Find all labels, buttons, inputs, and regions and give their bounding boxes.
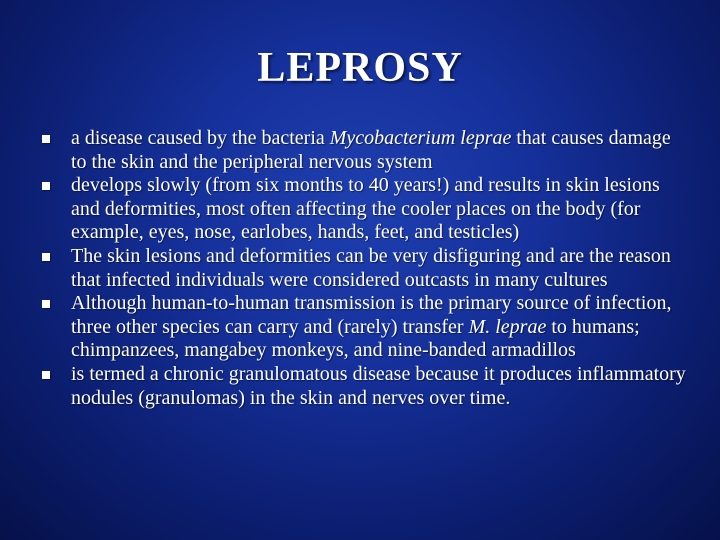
bullet-item [40, 174, 690, 245]
bullet-italic-term: M. leprae [468, 315, 547, 338]
bullet-text [71, 292, 671, 361]
bullet-text-segment: Although human-to-human transmission is the primary source of infection, three other species can carry and (rarely) transfer [71, 292, 672, 338]
bullet-text: The skin lesions and deformities can be very disfiguring and are the reason that infected individuals were considered outcasts in many cultures [71, 244, 671, 291]
bullet-text-segment: to humans; chimpanzees, mangabey monkeys, and nine-banded armadillos [71, 315, 640, 362]
square-bullet-icon [42, 182, 50, 190]
bullet-text-segment: that causes damage to the skin and the peripheral nervous system [71, 127, 671, 173]
square-bullet-icon [42, 135, 50, 143]
square-bullet-icon [42, 371, 50, 379]
bullet-item [40, 292, 690, 363]
bullet-text-segment: a disease caused by the bacteria [71, 127, 330, 149]
bullet-item [40, 363, 690, 410]
bullet-list [40, 127, 690, 410]
slide-title: LEPROSY [257, 45, 463, 91]
bullet-item [40, 245, 690, 292]
square-bullet-icon [42, 300, 50, 308]
bullet-text: develops slowly (from six months to 40 years!) and results in skin lesions and deformities, most often affecting the cooler places on the body (for example, eyes, nose, earlobes, hands, feet, and testicles) [71, 174, 660, 244]
bullet-text: is termed a chronic granulomatous disease because it produces inflammatory nodules (granulomas) in the skin and nerves over time. [71, 362, 686, 409]
square-bullet-icon [42, 253, 50, 261]
bullet-italic-term: Mycobacterium leprae [329, 127, 512, 149]
bullet-text [71, 127, 671, 173]
bullet-item [40, 127, 690, 174]
